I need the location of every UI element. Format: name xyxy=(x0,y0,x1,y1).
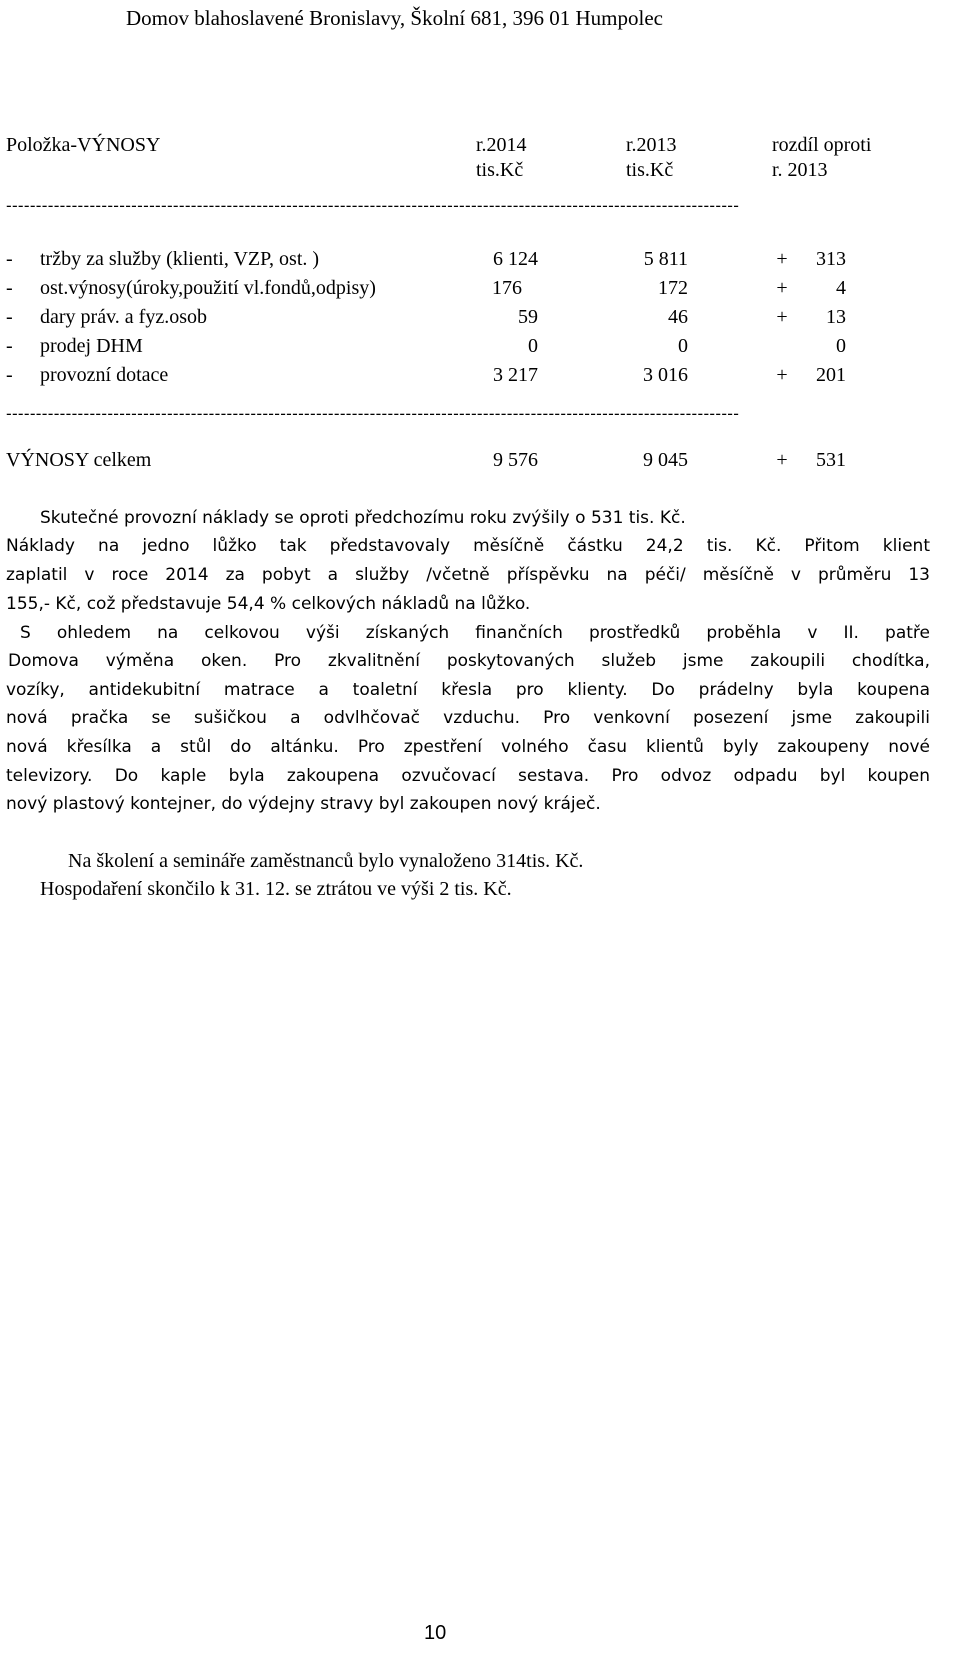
column-header-difference-line2: r. 2013 xyxy=(772,159,828,181)
row-value-2014: 176 xyxy=(492,277,522,299)
row-dash: - xyxy=(6,248,13,270)
text-line: nová pračka se sušičkou a odvlhčovač vzduchu. Pro venkovní posezení jsme zakoupili xyxy=(6,708,930,728)
document-header: Domov blahoslavené Bronislavy, Školní 681, 396 01 Humpolec xyxy=(126,6,663,30)
text-line: televizory. Do kaple byla zakoupena ozvučovací sestava. Pro odvoz odpadu byl koupen xyxy=(6,766,930,786)
table-row xyxy=(0,364,960,392)
column-header-2013 xyxy=(626,134,726,182)
row-value-2013: 3 016 xyxy=(643,364,688,386)
row-value-2013: 5 811 xyxy=(643,248,688,270)
row-diff-sign: + xyxy=(776,306,788,328)
total-value-2013: 9 045 xyxy=(643,449,688,471)
row-dash: - xyxy=(6,306,13,328)
economic-result-text: Hospodaření skončilo k 31. 12. se ztrátou ve výši 2 tis. Kč. xyxy=(40,878,512,900)
row-value-2013: 0 xyxy=(678,335,688,357)
text-line: Domova výměna oken. Pro zkvalitnění poskytovaných služeb jsme zakoupili chodítka, xyxy=(8,651,930,671)
text-line: zaplatil v roce 2014 za pobyt a služby /včetně příspěvku na péči/ měsíčně v průměru 13 xyxy=(6,565,930,585)
row-value-2014: 6 124 xyxy=(493,248,538,270)
total-label: VÝNOSY celkem xyxy=(6,449,152,471)
table-total-row xyxy=(0,449,960,477)
row-label-text: tržby za služby (klienti, VZP, ost. ) xyxy=(40,248,320,270)
row-diff-value: 201 xyxy=(816,364,846,386)
row-label-text: dary práv. a fyz.osob xyxy=(40,306,207,328)
table-row xyxy=(0,277,960,305)
row-value-2014: 0 xyxy=(528,335,538,357)
column-header-difference xyxy=(772,134,922,182)
page-number: 10 xyxy=(424,1622,447,1644)
row-dash: - xyxy=(6,364,13,386)
row-diff-sign: + xyxy=(776,364,788,386)
row-label-text: provozní dotace xyxy=(40,364,169,386)
row-dash: - xyxy=(6,335,13,357)
text-line: Skutečné provozní náklady se oproti předchozímu roku zvýšily o 531 tis. Kč. xyxy=(40,508,686,528)
table-row xyxy=(0,335,960,363)
table-separator-bottom: --------------------------------------------------------------------------------------------------------------------------- xyxy=(6,404,740,423)
row-value-2014: 59 xyxy=(518,306,538,328)
row-label-text: ost.výnosy(úroky,použití vl.fondů,odpisy) xyxy=(40,277,376,299)
text-line: nová křesílka a stůl do altánku. Pro zpestření volného času klientů byly zakoupeny nové xyxy=(6,737,930,757)
row-diff-value: 13 xyxy=(826,306,846,328)
training-costs-text: Na školení a semináře zaměstnanců bylo vynaloženo 314tis. Kč. xyxy=(68,850,584,872)
column-header-difference-line1: rozdíl oproti xyxy=(772,134,872,156)
row-diff-value: 0 xyxy=(836,335,846,357)
total-value-2014: 9 576 xyxy=(493,449,538,471)
table-row xyxy=(0,248,960,276)
row-label xyxy=(6,364,168,387)
row-diff-sign: + xyxy=(776,277,788,299)
table-row xyxy=(0,306,960,334)
table-separator-top: --------------------------------------------------------------------------------------------------------------------------- xyxy=(6,196,740,215)
row-label xyxy=(6,306,207,329)
row-diff-value: 313 xyxy=(816,248,846,270)
total-diff-sign: + xyxy=(776,449,788,471)
total-diff-value: 531 xyxy=(816,449,846,471)
text-line: Náklady na jedno lůžko tak představovaly měsíčně částku 24,2 tis. Kč. Přitom klient xyxy=(6,536,930,556)
column-header-item: Položka-VÝNOSY xyxy=(6,134,161,156)
row-value-2013: 46 xyxy=(668,306,688,328)
column-header-2014-unit: tis.Kč xyxy=(476,159,524,181)
row-label xyxy=(6,277,376,300)
row-label xyxy=(6,248,319,271)
text-line: S ohledem na celkovou výši získaných finančních prostředků proběhla v II. patře xyxy=(20,623,930,643)
row-value-2014: 3 217 xyxy=(493,364,538,386)
row-diff-value: 4 xyxy=(836,277,846,299)
row-label xyxy=(6,335,143,358)
text-line: vozíky, antidekubitní matrace a toaletní křesla pro klienty. Do prádelny byla koupena xyxy=(6,680,930,700)
column-header-2014 xyxy=(476,134,596,182)
text-line: nový plastový kontejner, do výdejny stravy byl zakoupen nový kráječ. xyxy=(6,794,601,814)
row-label-text: prodej DHM xyxy=(40,335,143,357)
row-value-2013: 172 xyxy=(658,277,688,299)
row-diff-sign: + xyxy=(776,248,788,270)
column-header-2013-unit: tis.Kč xyxy=(626,159,674,181)
row-dash: - xyxy=(6,277,13,299)
text-line: 155,- Kč, což představuje 54,4 % celkových nákladů na lůžko. xyxy=(6,594,531,614)
column-header-2013-year: r.2013 xyxy=(626,134,677,156)
column-header-2014-year: r.2014 xyxy=(476,134,527,156)
